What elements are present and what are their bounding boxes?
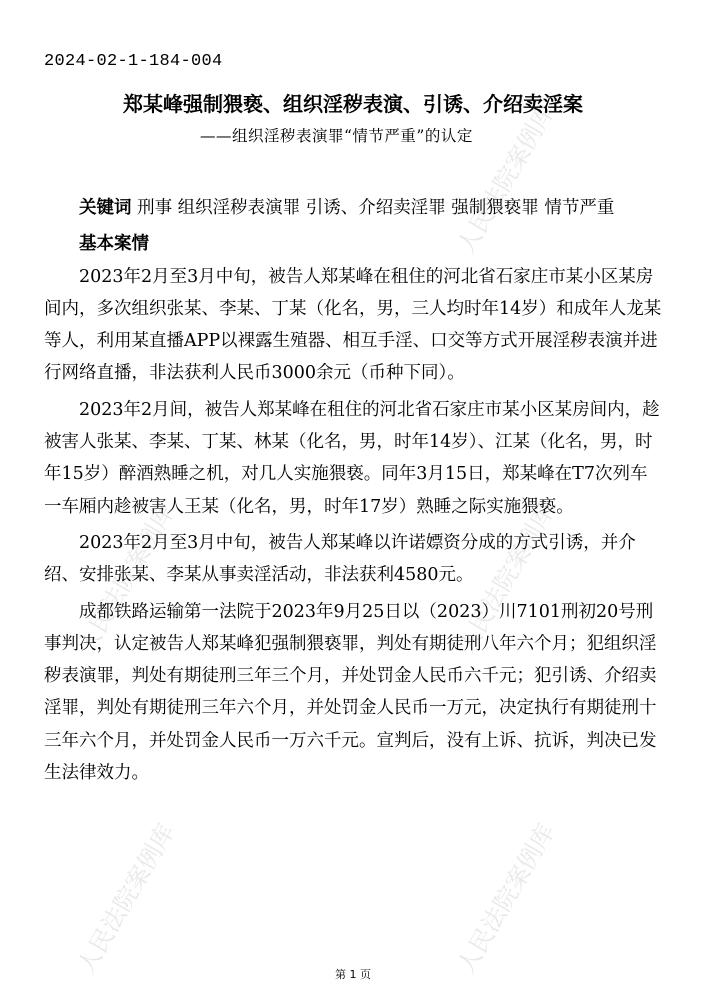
keywords-text: 刑事 组织淫秽表演罪 引诱、介绍卖淫罪 强制猥亵罪 情节严重 [137, 198, 615, 218]
watermark: 人民法院案例库 [452, 99, 561, 259]
paragraph: 2023年2月间，被告人郑某峰在租住的河北省石家庄市某小区某房间内，趁被害人张某、李某、丁某、林某（化名，男，时年14岁）、江某（化名，男，时年15岁）醉酒熟睡之机，对几人实施猥亵。同年3月15日，郑某峰在T7次列车一车厢内趁被害人王某（化名，男，时年17岁）熟睡之际实施猥亵。 [44, 399, 660, 517]
keywords-line [44, 192, 662, 224]
watermark: 人民法院案例库 [452, 819, 561, 979]
paragraph: 2023年2月至3月中旬，被告人郑某峰以许诺嫖资分成的方式引诱，并介绍、安排张某、李某从事卖淫活动，非法获利4580元。 [44, 532, 636, 586]
page-number: 第 1 页 [335, 968, 371, 981]
section-heading-basic-facts: 基本案情 [79, 234, 149, 255]
case-subtitle: ——组织淫秽表演罪“情节严重”的认定 [200, 127, 473, 145]
watermark: 人民法院案例库 [72, 499, 181, 659]
case-title: 郑某峰强制猥亵、组织淫秽表演、引诱、介绍卖淫案 [123, 92, 583, 116]
document-body [44, 192, 662, 789]
watermark: 人民法院案例库 [72, 819, 181, 979]
keywords-label: 关键词 [79, 198, 132, 218]
paragraph: 成都铁路运输第一法院于2023年9月25日以（2023）川7101刑初20号刑事判决，认定被告人郑某峰犯强制猥亵罪，判处有期徒刑八年六个月；犯组织淫秽表演罪，判处有期徒刑三年三个月，并处罚金人民币六千元；犯引诱、介绍卖淫罪，判处有期徒刑三年六个月，并处罚金人民币一万元，决定执行有期徒刑十三年六个月，并处罚金人民币一万六千元。宣判后，没有上诉、抗诉，判决已发生法律效力。 [44, 601, 657, 784]
case-id: 2024-02-1-184-004 [44, 52, 223, 71]
paragraph: 2023年2月至3月中旬，被告人郑某峰在租住的河北省石家庄市某小区某房间内，多次组织张某、李某、丁某（化名，男，三人均时年14岁）和成年人龙某等人，利用某直播APP以裸露生殖器、相互手淫、口交等方式开展淫秽表演并进行网络直播，非法获利人民币3000余元（币种下同）。 [44, 266, 662, 384]
watermark: 人民法院案例库 [452, 499, 561, 659]
